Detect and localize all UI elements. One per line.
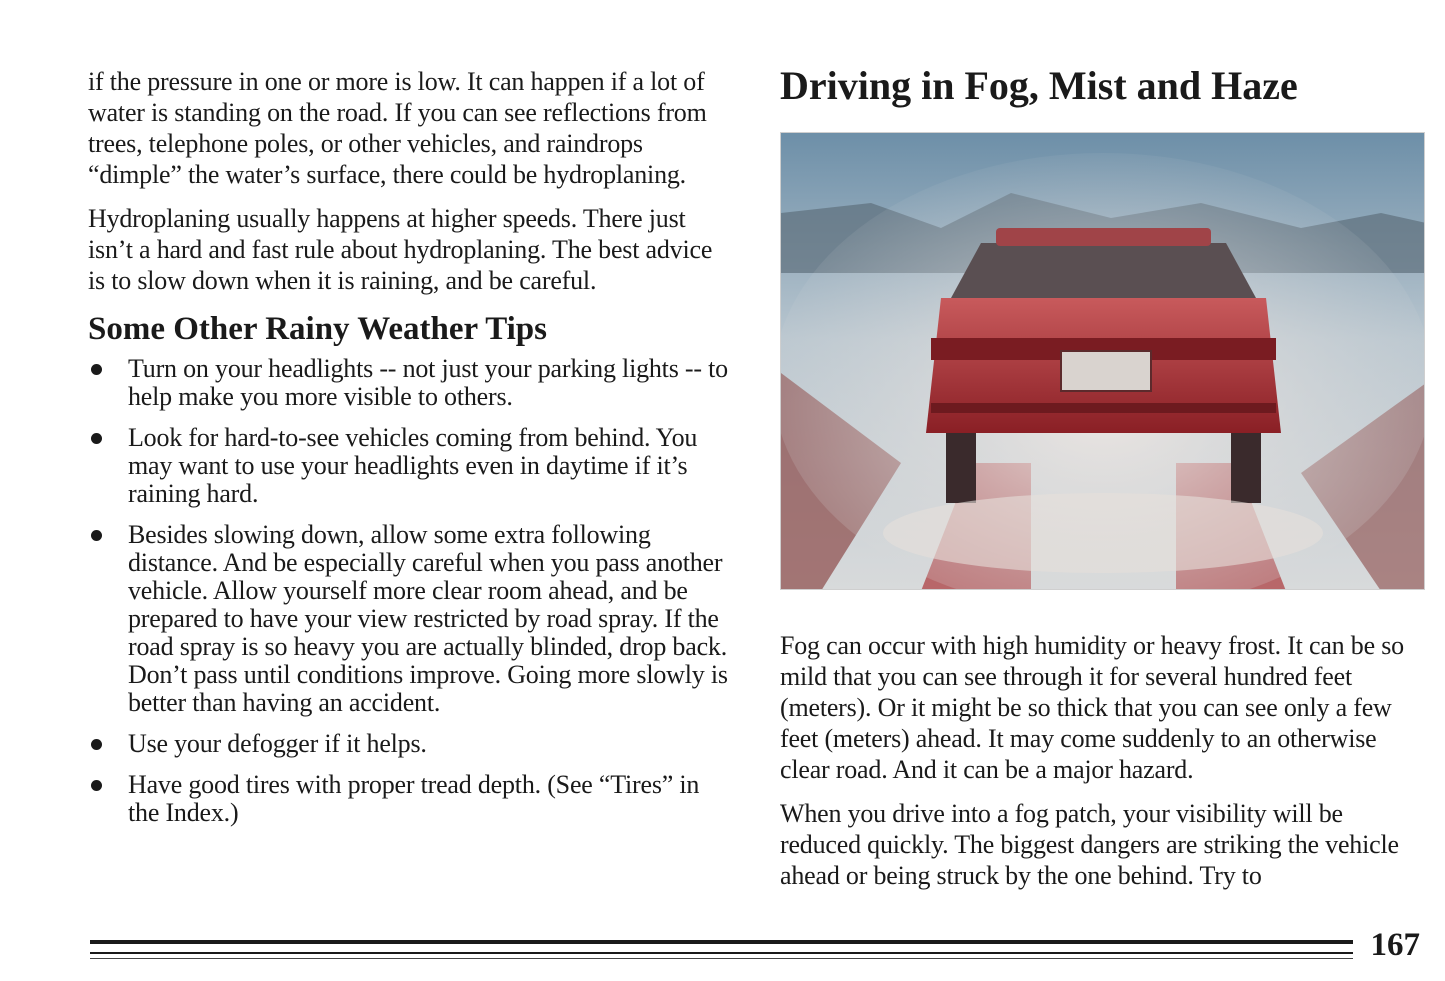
list-item-text: Turn on your headlights -- not just your parking lights -- to help make you more visible to others. xyxy=(128,354,728,411)
rainy-tips-list xyxy=(88,355,728,827)
paragraph-hydroplaning-signs: if the pressure in one or more is low. It can happen if a lot of water is standing on the road. If you can see reflections from trees, telephone poles, or other vehicles, and raindrops “dimple” the water’s surface, there could be hydroplaning. xyxy=(88,67,707,189)
list-item xyxy=(88,355,728,411)
list-item xyxy=(88,424,728,508)
right-column xyxy=(780,62,1425,904)
list-item-text: Have good tires with proper tread depth. (See “Tires” in the Index.) xyxy=(128,770,700,827)
list-item-text: Besides slowing down, allow some extra following distance. And be especially careful when you pass another vehicle. Allow yourself more clear room ahead, and be prepared to have your view restricted by road spray. If the road spray is so heavy you are actually blinded, drop back. Don’t pass until conditions improve. Going more slowly is better than having an accident. xyxy=(128,520,728,717)
list-item xyxy=(88,771,728,827)
footer-rule xyxy=(90,940,1353,944)
paragraph-fog-patch: When you drive into a fog patch, your visibility will be reduced quickly. The biggest dangers are striking the vehicle ahead or being struck by the one behind. Try to xyxy=(780,799,1399,890)
paragraph-fog-conditions: Fog can occur with high humidity or heavy frost. It can be so mild that you can see through it for several hundred feet (meters). Or it might be so thick that you can see only a few feet (meters) ahead. It may come suddenly to an otherwise clear road. And it can be a major hazard. xyxy=(780,631,1404,784)
page-title: Driving in Fog, Mist and Haze xyxy=(780,63,1298,108)
list-item xyxy=(88,521,728,717)
list-item xyxy=(88,730,728,758)
bullet-icon xyxy=(91,780,102,791)
list-item-text: Use your defogger if it helps. xyxy=(128,729,427,758)
paragraph-hydroplaning-speeds: Hydroplaning usually happens at higher speeds. There just isn’t a hard and fast rule about hydroplaning. The best advice is to slow down when it is raining, and be careful. xyxy=(88,204,713,295)
left-column xyxy=(88,66,728,840)
footer-rule-thin xyxy=(90,952,1353,954)
bullet-icon xyxy=(91,739,102,750)
page-number: 167 xyxy=(1370,927,1420,963)
bullet-icon xyxy=(91,433,102,444)
bullet-icon xyxy=(91,530,102,541)
fog-car-illustration xyxy=(780,132,1425,590)
bullet-icon xyxy=(91,364,102,375)
list-item-text: Look for hard-to-see vehicles coming from behind. You may want to use your headlights even in daytime if it’s raining hard. xyxy=(128,423,698,508)
section-heading-rainy-tips: Some Other Rainy Weather Tips xyxy=(88,311,548,347)
footer-rule-thin xyxy=(90,958,1353,959)
